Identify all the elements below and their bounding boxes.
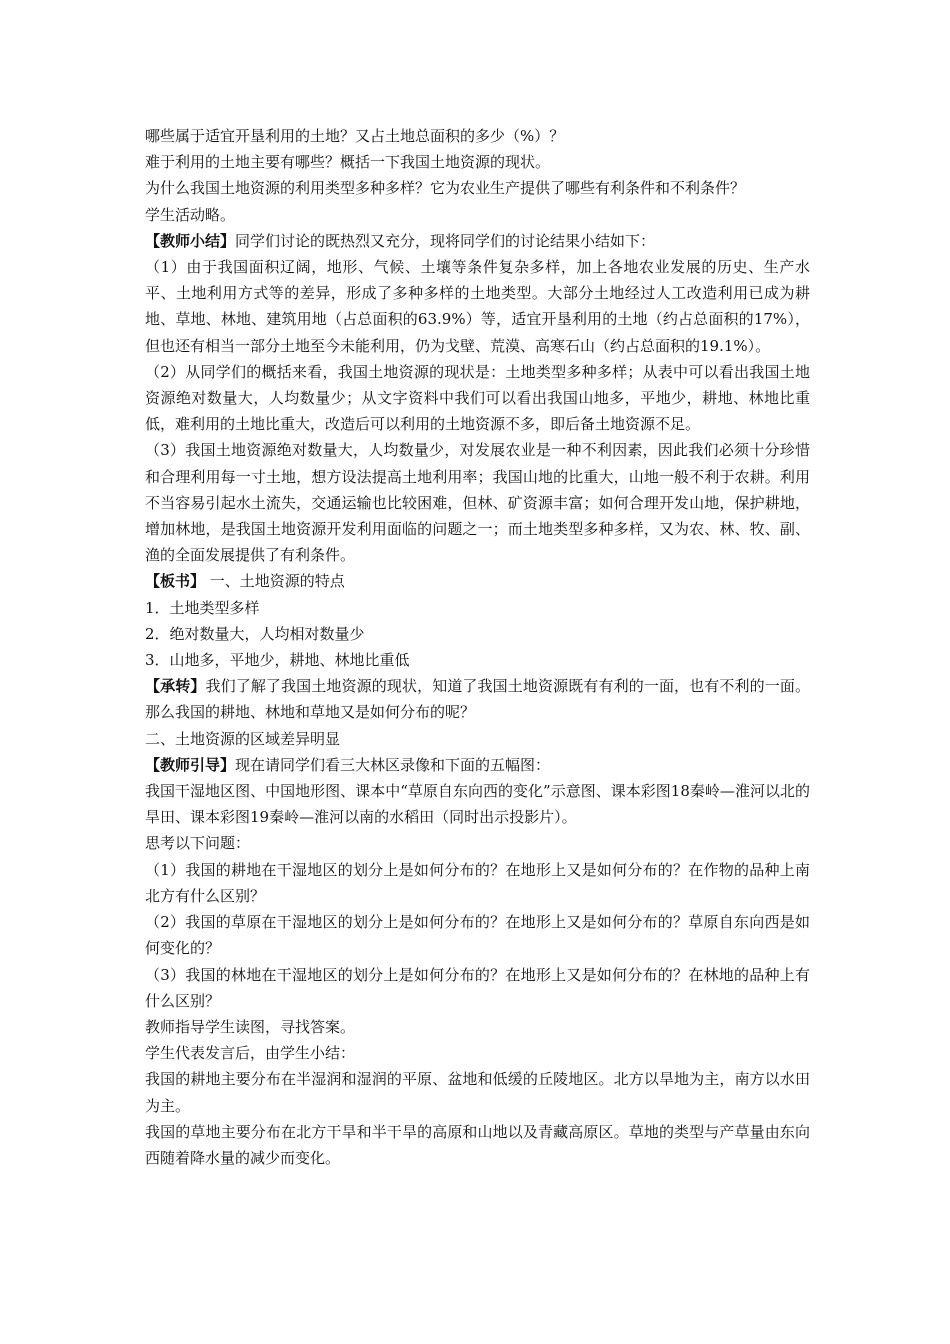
board-heading [145,568,810,594]
teacher-guide-text: 现在请同学们看三大林区录像和下面的五幅图： [235,755,551,774]
teacher-guide-paragraph [145,752,810,778]
section-2-title: 二、土地资源的区域差异明显 [145,729,341,748]
board-item-2: 2．绝对数量大，人均相对数量少 [145,624,365,643]
board-title: 一、土地资源的特点 [205,572,345,591]
teacher-summary-paragraph [145,228,810,254]
board-tag: 【板书】 [145,572,206,591]
question-line-2: 难于利用的土地主要有哪些？概括一下我国土地资源的现状。 [145,153,551,172]
think-title: 思考以下问题： [145,834,251,853]
question-line-1: 哪些属于适宜开垦利用的土地？又占土地总面积的多少（%）？ [145,127,565,145]
student-summary-intro: 学生代表发言后，由学生小结： [145,1044,356,1063]
teacher-summary-tag: 【教师小结】 [145,231,236,250]
question-2: （2）我国的草原在干湿地区的划分上是如何分布的？在地形上又是如何分布的？草原自东向西是如何变化的？ [145,913,810,958]
board-item-3: 3．山地多，平地少，耕地、林地比重低 [145,651,410,670]
figures-list: 我国干湿地区图、中国地形图、课本中“草原自东向西的变化”示意图、课本彩图18秦岭—淮河以北的旱田、课本彩图19秦岭—淮河以南的水稻田（同时出示投影片）。 [145,782,810,827]
student-summary-1: 我国的耕地主要分布在半湿润和湿润的平原、盆地和低缓的丘陵地区。北方以旱地为主，南方以水田为主。 [145,1070,810,1115]
document-page [145,123,810,1171]
student-summary-2: 我国的草地主要分布在北方干旱和半干旱的高原和山地以及青藏高原区。草地的类型与产草量由东向西随着降水量的减少而变化。 [145,1122,810,1167]
guide-read-line: 教师指导学生读图，寻找答案。 [145,1017,356,1036]
summary-point-3: （3）我国土地资源绝对数量大，人均数量少，对发展农业是一种不利因素，因此我们必须十分珍惜和合理利用每一寸土地，想方设法提高土地利用率；我国山地的比重大，山地一般不利于农耕。利用不当容易引起水土流失，交通运输也比较困难，但林、矿资源丰富；如何合理开发山地，保护耕地，增加林地，是我国土地资源开发利用面临的问题之一；而土地类型多种多样，又为农、林、牧、副、渔的全面发展提供了有利条件。 [145,441,810,565]
transition-text: 我们了解了我国土地资源的现状，知道了我国土地资源既有有利的一面，也有不利的一面。那么我国的耕地、林地和草地又是如何分布的呢？ [145,677,810,722]
summary-point-2: （2）从同学们的概括来看，我国土地资源的现状是：土地类型多种多样；从表中可以看出我国土地资源绝对数量大，人均数量少；从文字资料中我们可以看出我国山地多，平地少，耕地、林地比重低，难利用的土地比重大，改造后可以利用的土地资源不多，即后备土地资源不足。 [145,362,810,434]
question-line-3: 为什么我国土地资源的利用类型多种多样？它为农业生产提供了哪些有利条件和不利条件？ [145,179,746,198]
transition-paragraph [145,673,810,725]
transition-tag: 【承转】 [145,677,206,696]
teacher-summary-intro: 同学们讨论的既热烈又充分，现将同学们的讨论结果小结如下： [235,231,656,250]
question-3: （3）我国的林地在干湿地区的划分上是如何分布的？在地形上又是如何分布的？在林地的品种上有什么区别？ [145,965,810,1010]
summary-point-1: （1）由于我国面积辽阔，地形、气候、土壤等条件复杂多样，加上各地农业发展的历史、生产水平、土地利用方式等的差异，形成了多种多样的土地类型。大部分土地经过人工改造利用已成为耕地、草地、林地、建筑用地（占总面积的63.9%）等，适宜开垦利用的土地（约占总面积的17%），但也还有相当一部分土地至今未能利用，仍为戈壁、荒漠、高寒石山（约占总面积的19.1%）。 [145,258,810,355]
teacher-guide-tag: 【教师引导】 [145,755,236,774]
question-1: （1）我国的耕地在干湿地区的划分上是如何分布的？在地形上又是如何分布的？在作物的品种上南北方有什么区别？ [145,860,810,905]
board-item-1: 1．土地类型多样 [145,598,260,617]
student-activity-line: 学生活动略。 [145,205,236,224]
